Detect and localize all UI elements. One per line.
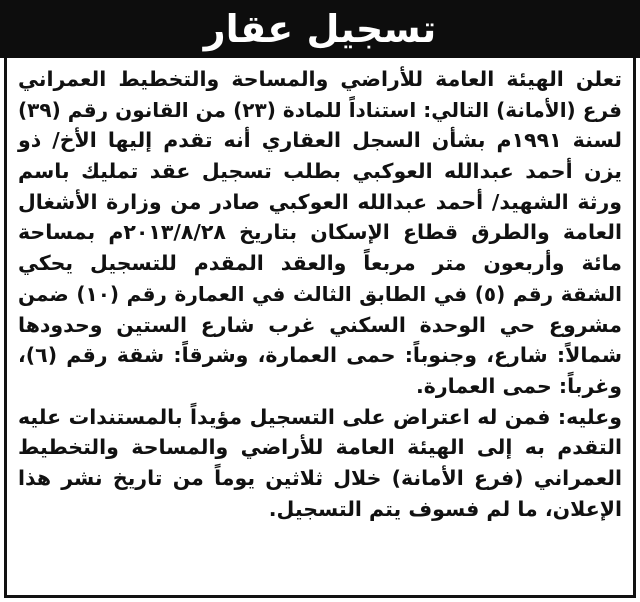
notice-line: التقدم به إلى الهيئة العامة للأراضي والمساحة والتخطيط [18, 435, 622, 460]
notice-line: لسنة ١٩٩١م بشأن السجل العقاري أنه تقدم إليها الأخ/ ذو [18, 128, 623, 153]
notice-header [0, 0, 640, 58]
notice-line: مائة وأربعون متر مربعاً والعقد المقدم للتسجيل يحكي [18, 251, 622, 276]
notice-line: العامة والطرق قطاع الإسكان بتاريخ ٢٠١٣/٨/٢٨م بمساحة [18, 220, 622, 245]
notice-title: تسجيل عقار [203, 7, 437, 51]
notice-line: الإعلان، ما لم فسوف يتم التسجيل. [268, 496, 622, 521]
notice-line: الشقة رقم (٥) في الطابق الثالث في العمارة رقم (١٠) ضمن [18, 281, 622, 306]
notice-line: ورثة الشهيد/ أحمد عبدالله العوكبي صادر من وزارة الأشغال [18, 189, 622, 214]
notice-line: مشروع حي الوحدة السكني غرب شارع الستين وحدودها [18, 312, 622, 337]
notice-line: يزن أحمد عبدالله العوكبي بطلب تسجيل عقد تمليك باسم [18, 159, 622, 184]
notice-line: العمراني (فرع الأمانة) خلال ثلاثين يوماً من تاريخ نشر هذا [18, 465, 622, 490]
notice-line: شمالاً: شارع، وجنوباً: حمى العمارة، وشرقاً: شقة رقم (٦)، [18, 343, 622, 368]
notice-line: تعلن الهيئة العامة للأراضي والمساحة والتخطيط العمراني [18, 67, 622, 91]
notice-line: فرع (الأمانة) التالي: استناداً للمادة (٢٣) من القانون رقم (٣٩) [18, 97, 622, 122]
notice-line: وعليه: فمن له اعتراض على التسجيل مؤيداً بالمستندات عليه [18, 404, 622, 429]
notice-line: وغرباً: حمى العمارة. [415, 373, 622, 398]
notice-body [18, 64, 622, 524]
